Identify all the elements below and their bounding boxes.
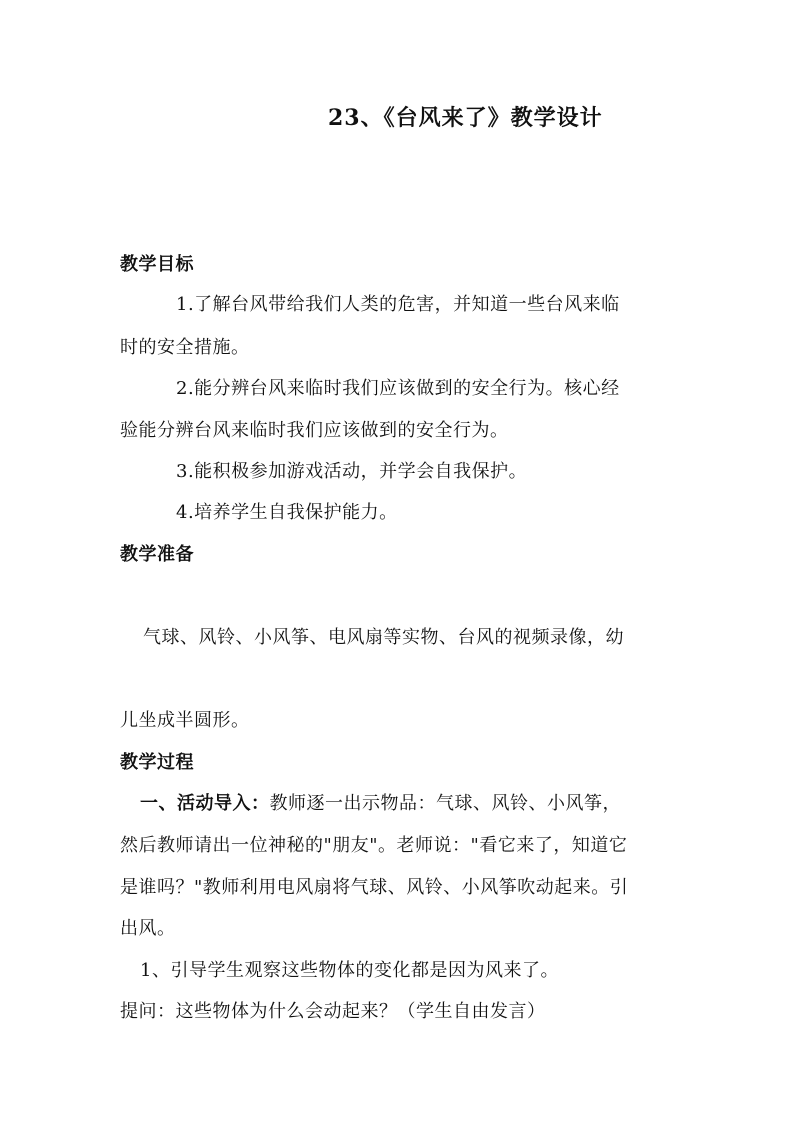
goal-item-3: 3.能积极参加游戏活动，并学会自我保护。 <box>176 461 528 482</box>
process-intro-label: 一、活动导入： <box>140 793 270 814</box>
document-title: 23、《台风来了》教学设计 <box>328 105 603 131</box>
goal-item-2-line-2: 验能分辨台风来临时我们应该做到的安全行为。 <box>120 420 509 441</box>
goal-item-4: 4.培养学生自我保护能力。 <box>176 502 398 523</box>
prep-line-1: 气球、风铃、小风筝、电风扇等实物、台风的视频录像，幼 <box>143 627 624 648</box>
process-question: 提问：这些物体为什么会动起来？（学生自由发言） <box>120 1001 546 1022</box>
process-intro-line-3: 是谁吗？"教师利用电风扇将气球、风铃、小风筝吹动起来。引 <box>120 877 629 898</box>
goal-item-1-line-1: 1.了解台风带给我们人类的危害，并知道一些台风来临 <box>176 294 620 315</box>
process-intro-text: 教师逐一出示物品：气球、风铃、小风筝， <box>269 793 621 814</box>
prep-line-2: 儿坐成半圆形。 <box>120 710 250 731</box>
process-intro-line-2: 然后教师请出一位神秘的"朋友"。老师说："看它来了，知道它 <box>120 835 628 856</box>
section-heading-prep: 教学准备 <box>120 544 194 565</box>
section-heading-goals: 教学目标 <box>120 254 194 275</box>
process-step-1: 1、引导学生观察这些物体的变化都是因为风来了。 <box>140 960 559 981</box>
section-heading-process: 教学过程 <box>120 752 194 773</box>
goal-item-2-line-1: 2.能分辨台风来临时我们应该做到的安全行为。核心经 <box>176 378 620 399</box>
goal-item-1-line-2: 时的安全措施。 <box>120 337 250 358</box>
process-intro-line-1 <box>140 790 621 818</box>
process-intro-line-4: 出风。 <box>120 918 176 939</box>
